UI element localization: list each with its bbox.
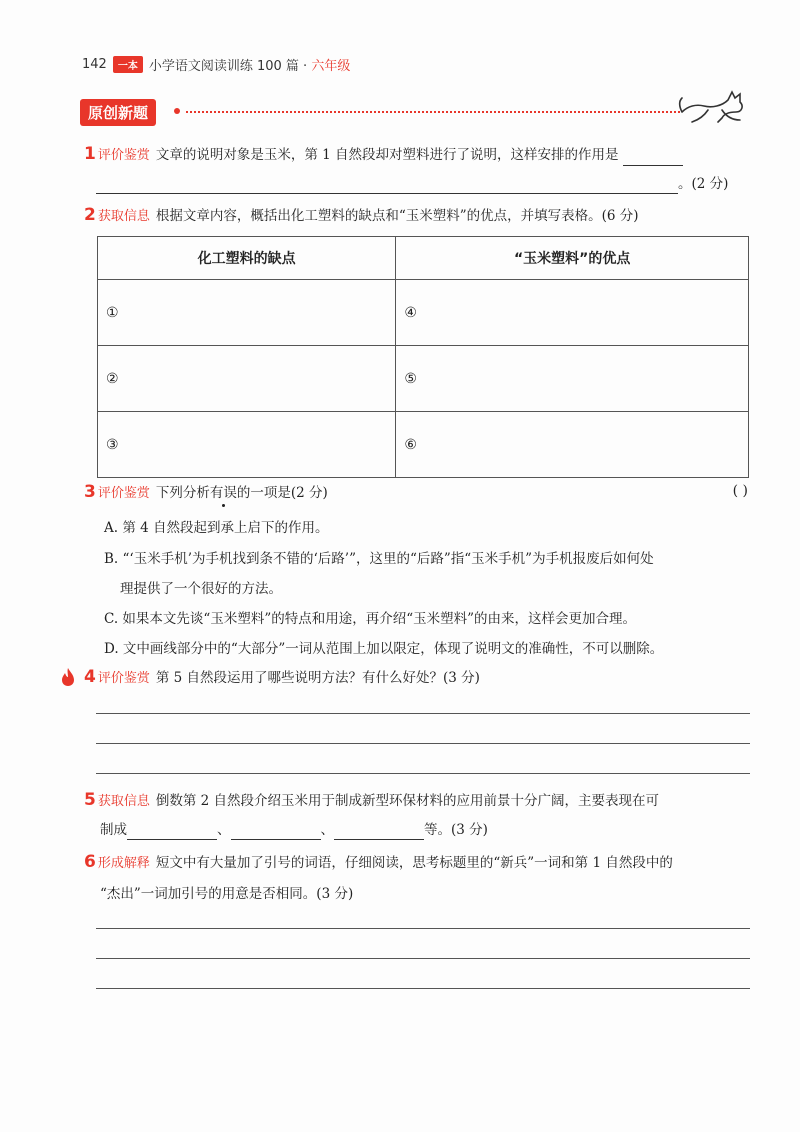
question-tag: 获取信息 bbox=[97, 209, 150, 224]
separator: 、 bbox=[217, 822, 231, 838]
table-cell[interactable]: ① bbox=[98, 280, 396, 346]
table-cell[interactable]: ⑥ bbox=[396, 412, 749, 478]
separator: 、 bbox=[320, 822, 334, 838]
question-3 bbox=[84, 482, 328, 504]
publisher-logo: 一本 bbox=[113, 56, 143, 73]
question-tag: 获取信息 bbox=[97, 794, 150, 809]
question-tag: 评价鉴赏 bbox=[97, 148, 150, 163]
question-text: 倒数第 2 自然段介绍玉米用于制成新型环保材料的应用前景十分广阔，主要表现在可 bbox=[155, 793, 660, 809]
question-6-line2: “杰出”一词加引号的用意是否相同。(3 分) bbox=[100, 886, 354, 902]
question-1 bbox=[84, 144, 683, 166]
section-divider bbox=[186, 111, 680, 113]
option-d[interactable]: D. 文中画线部分中的“大部分”一词从范围上加以限定，体现了说明文的准确性，不可以删除。 bbox=[104, 641, 664, 657]
question-1-line2 bbox=[96, 174, 728, 194]
table-cell[interactable]: ② bbox=[98, 346, 396, 412]
question-number: 3 bbox=[84, 482, 96, 502]
emphasized-text: 有误 bbox=[209, 485, 237, 501]
question-tag: 评价鉴赏 bbox=[97, 486, 150, 501]
question-number: 4 bbox=[84, 667, 96, 687]
question-text: 文章的说明对象是玉米，第 1 自然段却对塑料进行了说明，这样安排的作用是 bbox=[155, 147, 619, 163]
table-row bbox=[98, 280, 749, 346]
table-row bbox=[98, 412, 749, 478]
table-header-row bbox=[98, 237, 749, 280]
question-2 bbox=[84, 205, 639, 227]
answer-line[interactable] bbox=[96, 928, 750, 929]
question-number: 2 bbox=[84, 205, 96, 225]
question-5 bbox=[84, 790, 659, 812]
table-header: 化工塑料的缺点 bbox=[98, 237, 396, 280]
question-5-line2 bbox=[100, 820, 488, 840]
section-title: 原创新题 bbox=[80, 99, 156, 126]
page-header bbox=[82, 55, 350, 74]
answer-parentheses[interactable]: ( ) bbox=[732, 483, 748, 499]
page-number: 142 bbox=[82, 57, 107, 72]
answer-blank[interactable] bbox=[231, 823, 321, 840]
question-text: 下列分析 bbox=[155, 485, 210, 501]
flame-icon bbox=[60, 667, 76, 687]
grade-label: 六年级 bbox=[311, 59, 351, 74]
answer-line[interactable] bbox=[96, 773, 750, 774]
cat-icon bbox=[678, 82, 750, 126]
answer-table bbox=[97, 236, 749, 478]
question-4 bbox=[84, 667, 480, 689]
answer-line[interactable] bbox=[96, 958, 750, 959]
question-number: 5 bbox=[84, 790, 96, 810]
table-cell[interactable]: ④ bbox=[396, 280, 749, 346]
book-title: 小学语文阅读训练 100 篇 · 六年级 bbox=[148, 59, 351, 74]
table-cell[interactable]: ⑤ bbox=[396, 346, 749, 412]
answer-blank[interactable] bbox=[96, 177, 678, 194]
question-6 bbox=[84, 852, 673, 874]
table-header: “玉米塑料”的优点 bbox=[396, 237, 749, 280]
question-number: 6 bbox=[84, 852, 96, 872]
question-text: 制成 bbox=[100, 822, 127, 838]
answer-line[interactable] bbox=[96, 713, 750, 714]
question-tag: 评价鉴赏 bbox=[97, 671, 150, 686]
table-row bbox=[98, 346, 749, 412]
question-text: 第 5 自然段运用了哪些说明方法？有什么好处？(3 分) bbox=[155, 670, 480, 686]
option-c[interactable]: C. 如果本文先谈“玉米塑料”的特点和用途，再介绍“玉米塑料”的由来，这样会更加合理。 bbox=[104, 611, 637, 627]
question-text: 短文中有大量加了引号的词语，仔细阅读，思考标题里的“新兵”一词和第 1 自然段中的 bbox=[155, 855, 673, 871]
answer-blank[interactable] bbox=[334, 823, 424, 840]
option-b-continued: 理提供了一个很好的方法。 bbox=[120, 581, 282, 597]
answer-blank[interactable] bbox=[623, 149, 683, 166]
answer-line[interactable] bbox=[96, 988, 750, 989]
section-dot bbox=[174, 108, 180, 114]
question-text: 的一项是(2 分) bbox=[236, 485, 328, 501]
option-b[interactable]: B. “‘玉米手机’为手机找到条不错的‘后路’”，这里的“后路”指“玉米手机”为手机报废后如何处 bbox=[104, 551, 654, 567]
option-a[interactable]: A. 第 4 自然段起到承上启下的作用。 bbox=[104, 520, 329, 536]
table-cell[interactable]: ③ bbox=[98, 412, 396, 478]
question-number: 1 bbox=[84, 144, 96, 164]
answer-blank[interactable] bbox=[127, 823, 217, 840]
question-text: 根据文章内容，概括出化工塑料的缺点和“玉米塑料”的优点，并填写表格。(6 分) bbox=[155, 208, 639, 224]
question-score: 。(2 分) bbox=[678, 176, 729, 192]
question-score: 等。(3 分) bbox=[424, 822, 488, 838]
answer-line[interactable] bbox=[96, 743, 750, 744]
question-tag: 形成解释 bbox=[97, 856, 150, 871]
